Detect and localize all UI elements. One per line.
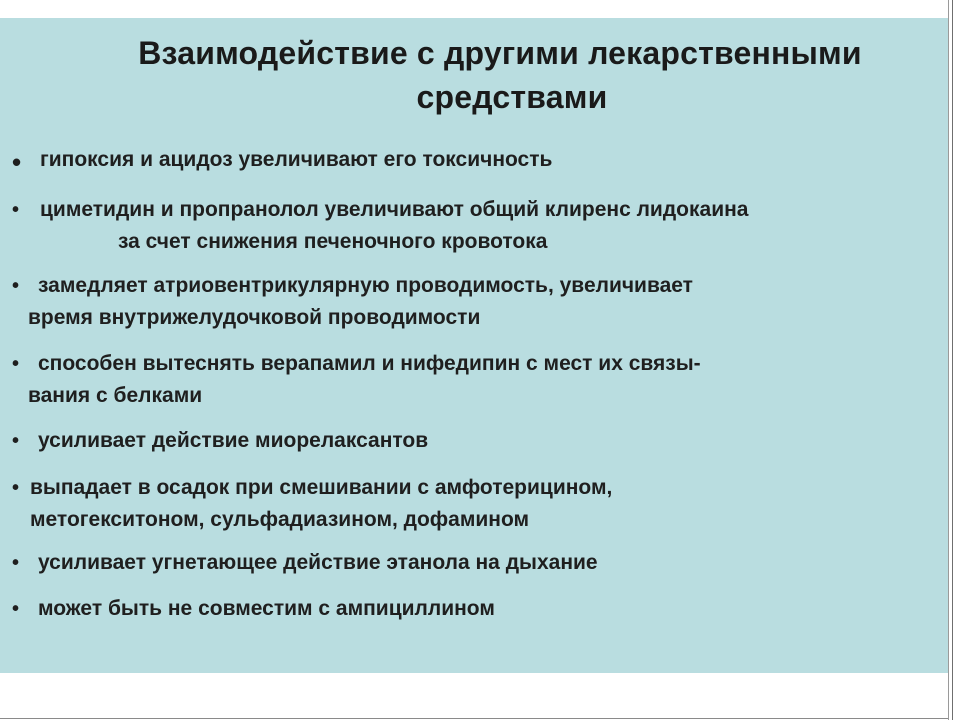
bullet-text: гипоксия и ацидоз увеличивают его токсичность	[40, 148, 553, 171]
bullet-text: может быть не совместим с ампициллином	[38, 597, 495, 620]
slide-title-line1: Взаимодействие с другими лекарственными	[138, 35, 862, 71]
right-edge-line	[952, 0, 953, 720]
right-edge-strip	[948, 0, 960, 720]
bullet-text: усиливает действие миорелаксантов	[38, 429, 429, 452]
bullet-text: выпадает в осадок при смешивании с амфотерицином,	[30, 476, 613, 499]
bullet-text: усиливает угнетающее действие этанола на дыхание	[38, 551, 598, 574]
bullet-text-continuation: вания с белками	[28, 384, 203, 407]
bullet-text-continuation: за счет снижения печеночного кровотока	[118, 230, 548, 253]
bullet-text: способен вытеснять верапамил и нифедипин с мест их связы-	[38, 352, 701, 375]
bullet-dot-icon: •	[12, 477, 20, 499]
bullet-dot-icon: •	[12, 598, 20, 620]
bullet-dot-icon: •	[12, 552, 20, 574]
bullet-text: циметидин и пропранолол увеличивают общий клиренс лидокаина	[40, 198, 749, 221]
bullet-dot-icon: •	[12, 199, 20, 221]
bullet-text-continuation: время внутрижелудочковой проводимости	[28, 306, 481, 329]
bullet-dot-icon: •	[12, 430, 20, 452]
bullet-text-continuation: метогекситоном, сульфадиазином, дофамином	[30, 508, 530, 531]
bullet-dot-icon: •	[12, 275, 20, 297]
bullet-dot-icon: •	[12, 147, 22, 177]
slide-title-line2: средствами	[416, 79, 608, 115]
bullet-dot-icon: •	[12, 353, 20, 375]
bullet-text: замедляет атриовентрикулярную проводимость, увеличивает	[38, 274, 693, 297]
